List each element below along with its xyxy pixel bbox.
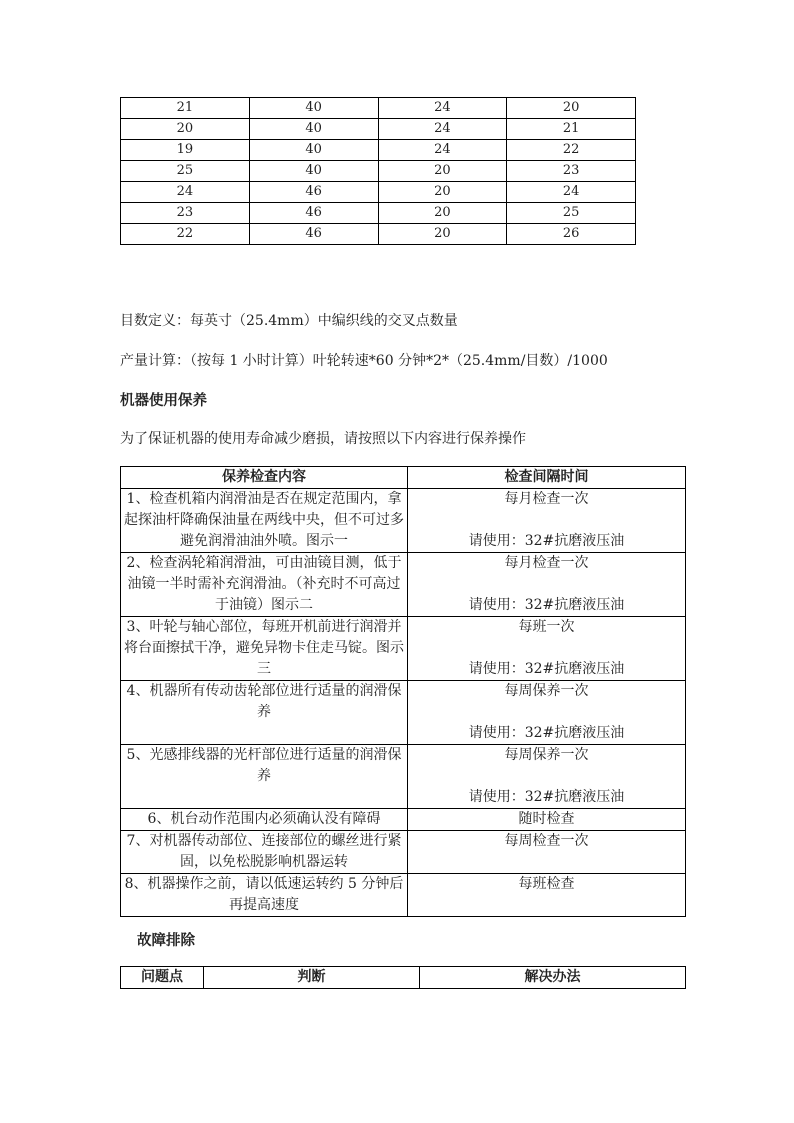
table-row <box>121 809 686 831</box>
table-cell: 26 <box>507 224 636 245</box>
table-cell: 40 <box>249 98 378 119</box>
table-cell: 46 <box>249 203 378 224</box>
output-calculation-text: 产量计算：（按每 1 小时计算）叶轮转速*60 分钟*2*（25.4mm/目数）/1000 <box>120 353 608 369</box>
maintenance-heading: 机器使用保养 <box>120 393 207 409</box>
table-cell: 24 <box>507 182 636 203</box>
maintenance-interval-cell: 随时检查 <box>408 809 686 831</box>
maintenance-content-cell: 2、检查涡轮箱润滑油，可由油镜目测，低于油镜一半时需补充润滑油。（补充时不可高过于油镜）图示二 <box>121 553 408 617</box>
table-cell: 19 <box>121 140 250 161</box>
table-row <box>121 745 686 809</box>
maintenance-interval-cell <box>408 553 686 617</box>
maintenance-interval-cell <box>408 489 686 553</box>
table-row <box>121 161 636 182</box>
oil-note-text: 请使用：32#抗磨液压油 <box>468 725 625 741</box>
maintenance-content-cell: 7、对机器传动部位、连接部位的螺丝进行紧固，以免松脱影响机器运转 <box>121 831 408 874</box>
table-cell: 20 <box>507 98 636 119</box>
table-cell: 20 <box>378 203 507 224</box>
mesh-definition-text: 目数定义：每英寸（25.4mm）中编织线的交叉点数量 <box>120 313 458 329</box>
maintenance-content-cell: 3、叶轮与轴心部位，每班开机前进行润滑并将台面擦拭干净，避免异物卡住走马锭。图示三 <box>121 617 408 681</box>
table-row <box>121 874 686 917</box>
table-header-row <box>121 467 686 489</box>
oil-note-text: 请使用：32#抗磨液压油 <box>468 789 625 805</box>
table-cell: 20 <box>378 161 507 182</box>
table-cell: 25 <box>507 203 636 224</box>
table-cell: 40 <box>249 119 378 140</box>
table-row <box>121 182 636 203</box>
table-cell: 21 <box>507 119 636 140</box>
table-cell: 22 <box>507 140 636 161</box>
maintenance-content-cell: 6、机台动作范围内必须确认没有障碍 <box>121 809 408 831</box>
table-cell: 21 <box>121 98 250 119</box>
column-header-issue: 问题点 <box>121 967 204 989</box>
table-cell: 40 <box>249 161 378 182</box>
column-header-solution: 解决办法 <box>420 967 686 989</box>
table-cell: 40 <box>249 140 378 161</box>
fault-heading: 故障排除 <box>137 933 195 949</box>
table-cell: 25 <box>121 161 250 182</box>
table-row <box>121 831 686 874</box>
maintenance-intro-text: 为了保证机器的使用寿命减少磨损，请按照以下内容进行保养操作 <box>120 431 526 447</box>
table-row <box>121 617 686 681</box>
table-cell: 24 <box>378 119 507 140</box>
table-cell: 20 <box>378 224 507 245</box>
interval-text: 每月检查一次 <box>504 555 589 571</box>
table-cell: 24 <box>378 140 507 161</box>
maintenance-interval-cell: 每周检查一次 <box>408 831 686 874</box>
table-row <box>121 98 636 119</box>
table-cell: 24 <box>378 98 507 119</box>
oil-note-text: 请使用：32#抗磨液压油 <box>468 661 625 677</box>
maintenance-content-cell: 8、机器操作之前，请以低速运转约 5 分钟后再提高速度 <box>121 874 408 917</box>
ratio-table <box>120 97 636 245</box>
column-header-interval: 检查间隔时间 <box>408 467 686 489</box>
table-header-row <box>121 967 686 989</box>
table-cell: 46 <box>249 182 378 203</box>
maintenance-content-cell: 5、光感排线器的光杆部位进行适量的润滑保养 <box>121 745 408 809</box>
table-row <box>121 119 636 140</box>
oil-note-text: 请使用：32#抗磨液压油 <box>468 533 625 549</box>
table-cell: 22 <box>121 224 250 245</box>
table-row <box>121 203 636 224</box>
table-cell: 23 <box>507 161 636 182</box>
table-row <box>121 224 636 245</box>
table-row <box>121 140 636 161</box>
table-row <box>121 681 686 745</box>
table-cell: 23 <box>121 203 250 224</box>
column-header-content: 保养检查内容 <box>121 467 408 489</box>
table-cell: 20 <box>378 182 507 203</box>
maintenance-content-cell: 4、机器所有传动齿轮部位进行适量的润滑保养 <box>121 681 408 745</box>
column-header-judgement: 判断 <box>204 967 420 989</box>
interval-text: 每月检查一次 <box>504 491 589 507</box>
oil-note-text: 请使用：32#抗磨液压油 <box>468 597 625 613</box>
table-row <box>121 553 686 617</box>
table-cell: 46 <box>249 224 378 245</box>
fault-table <box>120 966 686 989</box>
table-row <box>121 489 686 553</box>
maintenance-interval-cell <box>408 617 686 681</box>
maintenance-interval-cell <box>408 681 686 745</box>
interval-text: 每周保养一次 <box>504 747 589 763</box>
maintenance-interval-cell: 每班检查 <box>408 874 686 917</box>
table-cell: 20 <box>121 119 250 140</box>
maintenance-table <box>120 466 686 917</box>
maintenance-interval-cell <box>408 745 686 809</box>
maintenance-content-cell: 1、检查机箱内润滑油是否在规定范围内，拿起探油杆降确保油量在两线中央，但不可过多避免润滑油油外喷。图示一 <box>121 489 408 553</box>
interval-text: 每班一次 <box>518 619 575 635</box>
table-cell: 24 <box>121 182 250 203</box>
interval-text: 每周保养一次 <box>504 683 589 699</box>
